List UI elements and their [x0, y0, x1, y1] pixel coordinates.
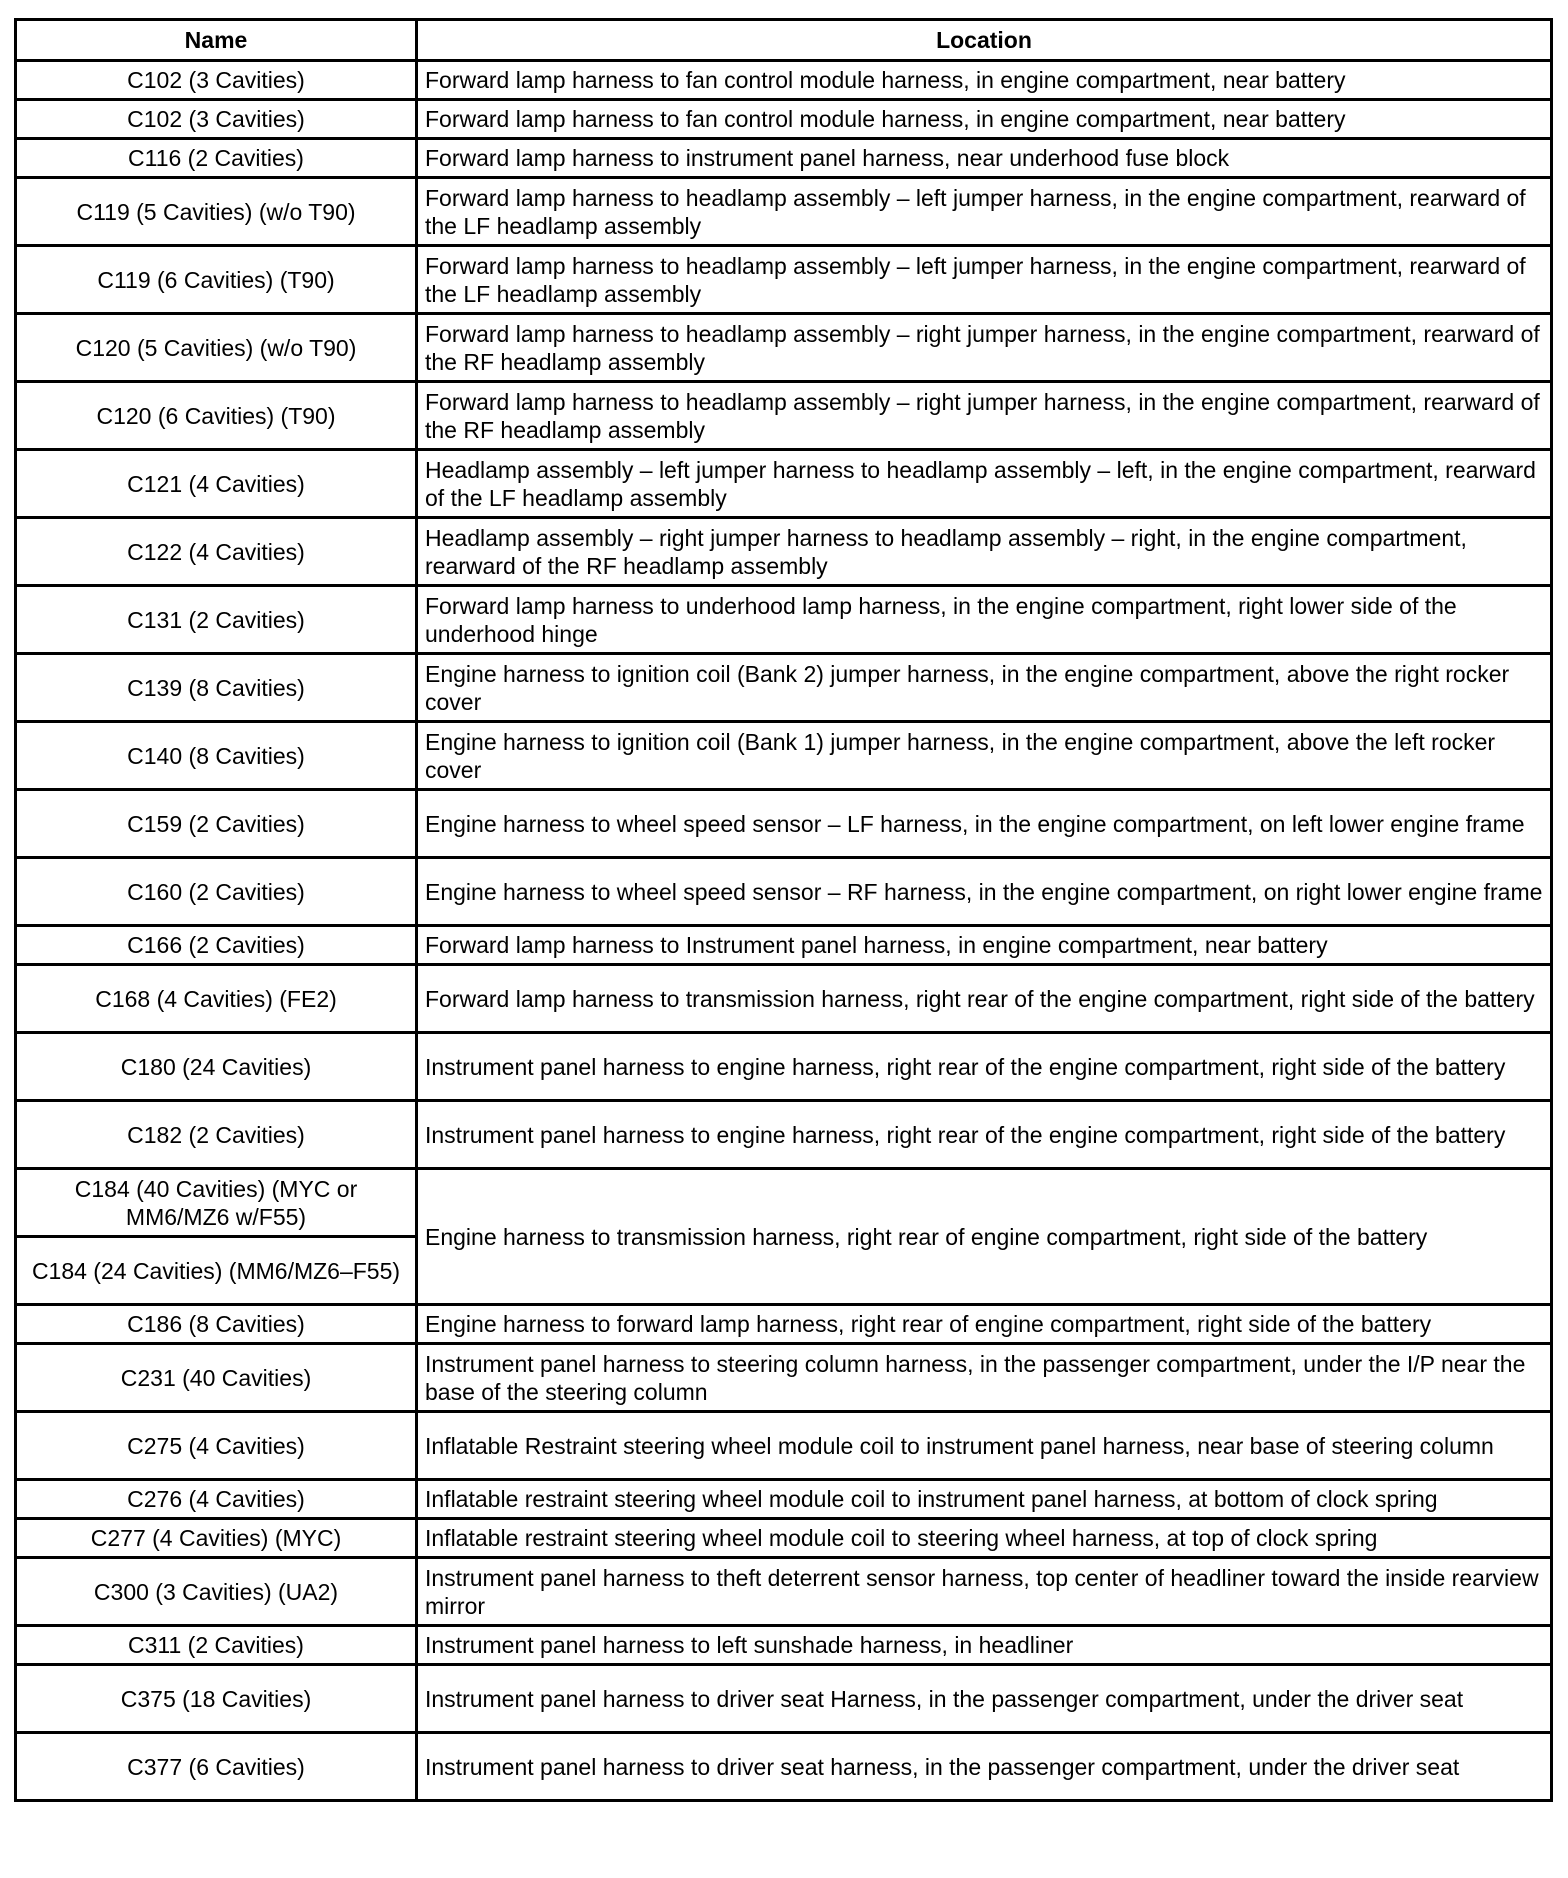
- connector-name: C120 (5 Cavities) (w/o T90): [16, 314, 417, 382]
- table-row: [16, 382, 1552, 450]
- connector-name: C277 (4 Cavities) (MYC): [16, 1519, 417, 1558]
- connector-name: C375 (18 Cavities): [16, 1665, 417, 1733]
- table-row: [16, 100, 1552, 139]
- table-row: [16, 722, 1552, 790]
- connector-name: C311 (2 Cavities): [16, 1626, 417, 1665]
- connector-location-table: [14, 18, 1553, 1802]
- table-row: [16, 518, 1552, 586]
- table-row: [16, 586, 1552, 654]
- table-row: [16, 1305, 1552, 1344]
- table-body: [16, 61, 1552, 1801]
- connector-location: Instrument panel harness to driver seat harness, in the passenger compartment, under the driver seat: [417, 1733, 1552, 1801]
- table-row: [16, 1558, 1552, 1626]
- connector-name: C166 (2 Cavities): [16, 926, 417, 965]
- table-row: [16, 1344, 1552, 1412]
- connector-location: Forward lamp harness to headlamp assembly – right jumper harness, in the engine compartment, rearward of the RF headlamp assembly: [417, 314, 1552, 382]
- connector-name: C159 (2 Cavities): [16, 790, 417, 858]
- connector-location: Engine harness to wheel speed sensor – LF harness, in the engine compartment, on left lower engine frame: [417, 790, 1552, 858]
- connector-name: C122 (4 Cavities): [16, 518, 417, 586]
- connector-name: C300 (3 Cavities) (UA2): [16, 1558, 417, 1626]
- table-row: [16, 1412, 1552, 1480]
- header-row: [16, 20, 1552, 61]
- table-row-merged-first: [16, 1169, 1552, 1237]
- connector-name: C184 (40 Cavities) (MYC or MM6/MZ6 w/F55): [16, 1169, 417, 1237]
- connector-name: C184 (24 Cavities) (MM6/MZ6–F55): [16, 1237, 417, 1305]
- table-row: [16, 450, 1552, 518]
- connector-name: C119 (6 Cavities) (T90): [16, 246, 417, 314]
- connector-name: C377 (6 Cavities): [16, 1733, 417, 1801]
- connector-name: C121 (4 Cavities): [16, 450, 417, 518]
- connector-location: Forward lamp harness to headlamp assembly – left jumper harness, in the engine compartment, rearward of the LF headlamp assembly: [417, 246, 1552, 314]
- table-row: [16, 61, 1552, 100]
- table-row: [16, 178, 1552, 246]
- connector-location: Headlamp assembly – right jumper harness to headlamp assembly – right, in the engine compartment, rearward of the RF headlamp assembly: [417, 518, 1552, 586]
- connector-location: Instrument panel harness to engine harness, right rear of the engine compartment, right side of the battery: [417, 1101, 1552, 1169]
- connector-location: Instrument panel harness to engine harness, right rear of the engine compartment, right side of the battery: [417, 1033, 1552, 1101]
- name-column-header: Name: [16, 20, 417, 61]
- connector-location: Inflatable restraint steering wheel module coil to instrument panel harness, at bottom of clock spring: [417, 1480, 1552, 1519]
- connector-name: C140 (8 Cavities): [16, 722, 417, 790]
- connector-location: Engine harness to wheel speed sensor – RF harness, in the engine compartment, on right lower engine frame: [417, 858, 1552, 926]
- table-row: [16, 1101, 1552, 1169]
- connector-name: C116 (2 Cavities): [16, 139, 417, 178]
- table-row: [16, 1665, 1552, 1733]
- table-row: [16, 1480, 1552, 1519]
- connector-name: C275 (4 Cavities): [16, 1412, 417, 1480]
- location-column-header: Location: [417, 20, 1552, 61]
- connector-name: C139 (8 Cavities): [16, 654, 417, 722]
- connector-location: Instrument panel harness to left sunshade harness, in headliner: [417, 1626, 1552, 1665]
- connector-name: C231 (40 Cavities): [16, 1344, 417, 1412]
- connector-name: C182 (2 Cavities): [16, 1101, 417, 1169]
- table-row: [16, 926, 1552, 965]
- connector-location: Engine harness to ignition coil (Bank 2) jumper harness, in the engine compartment, above the right rocker cover: [417, 654, 1552, 722]
- connector-name: C186 (8 Cavities): [16, 1305, 417, 1344]
- connector-name: C276 (4 Cavities): [16, 1480, 417, 1519]
- connector-name: C160 (2 Cavities): [16, 858, 417, 926]
- table-row: [16, 654, 1552, 722]
- connector-name: C168 (4 Cavities) (FE2): [16, 965, 417, 1033]
- table-row: [16, 246, 1552, 314]
- table-row: [16, 790, 1552, 858]
- table-row: [16, 1626, 1552, 1665]
- connector-name: C180 (24 Cavities): [16, 1033, 417, 1101]
- connector-location: Forward lamp harness to underhood lamp harness, in the engine compartment, right lower side of the underhood hinge: [417, 586, 1552, 654]
- connector-location: Instrument panel harness to driver seat Harness, in the passenger compartment, under the driver seat: [417, 1665, 1552, 1733]
- connector-location: Instrument panel harness to steering column harness, in the passenger compartment, under the I/P near the base of the steering column: [417, 1344, 1552, 1412]
- connector-location: Forward lamp harness to fan control module harness, in engine compartment, near battery: [417, 61, 1552, 100]
- connector-location: Headlamp assembly – left jumper harness to headlamp assembly – left, in the engine compartment, rearward of the LF headlamp assembly: [417, 450, 1552, 518]
- connector-location: Forward lamp harness to transmission harness, right rear of the engine compartment, right side of the battery: [417, 965, 1552, 1033]
- table-row: [16, 1519, 1552, 1558]
- connector-name: C120 (6 Cavities) (T90): [16, 382, 417, 450]
- table-row: [16, 1033, 1552, 1101]
- connector-location: Forward lamp harness to fan control module harness, in engine compartment, near battery: [417, 100, 1552, 139]
- connector-location: Instrument panel harness to theft deterrent sensor harness, top center of headliner toward the inside rearview mirror: [417, 1558, 1552, 1626]
- connector-name: C131 (2 Cavities): [16, 586, 417, 654]
- connector-location: Engine harness to forward lamp harness, right rear of engine compartment, right side of the battery: [417, 1305, 1552, 1344]
- table-row: [16, 1733, 1552, 1801]
- connector-location-merged: Engine harness to transmission harness, right rear of engine compartment, right side of the battery: [417, 1169, 1552, 1305]
- connector-location: Inflatable Restraint steering wheel module coil to instrument panel harness, near base of steering column: [417, 1412, 1552, 1480]
- connector-location: Forward lamp harness to headlamp assembly – left jumper harness, in the engine compartment, rearward of the LF headlamp assembly: [417, 178, 1552, 246]
- table-row: [16, 139, 1552, 178]
- connector-name: C119 (5 Cavities) (w/o T90): [16, 178, 417, 246]
- table-row: [16, 314, 1552, 382]
- connector-name: C102 (3 Cavities): [16, 61, 417, 100]
- connector-location: Engine harness to ignition coil (Bank 1) jumper harness, in the engine compartment, above the left rocker cover: [417, 722, 1552, 790]
- connector-location: Forward lamp harness to Instrument panel harness, in engine compartment, near battery: [417, 926, 1552, 965]
- connector-location: Forward lamp harness to instrument panel harness, near underhood fuse block: [417, 139, 1552, 178]
- table-row: [16, 858, 1552, 926]
- table-row: [16, 965, 1552, 1033]
- connector-location: Inflatable restraint steering wheel module coil to steering wheel harness, at top of clock spring: [417, 1519, 1552, 1558]
- connector-name: C102 (3 Cavities): [16, 100, 417, 139]
- connector-location: Forward lamp harness to headlamp assembly – right jumper harness, in the engine compartment, rearward of the RF headlamp assembly: [417, 382, 1552, 450]
